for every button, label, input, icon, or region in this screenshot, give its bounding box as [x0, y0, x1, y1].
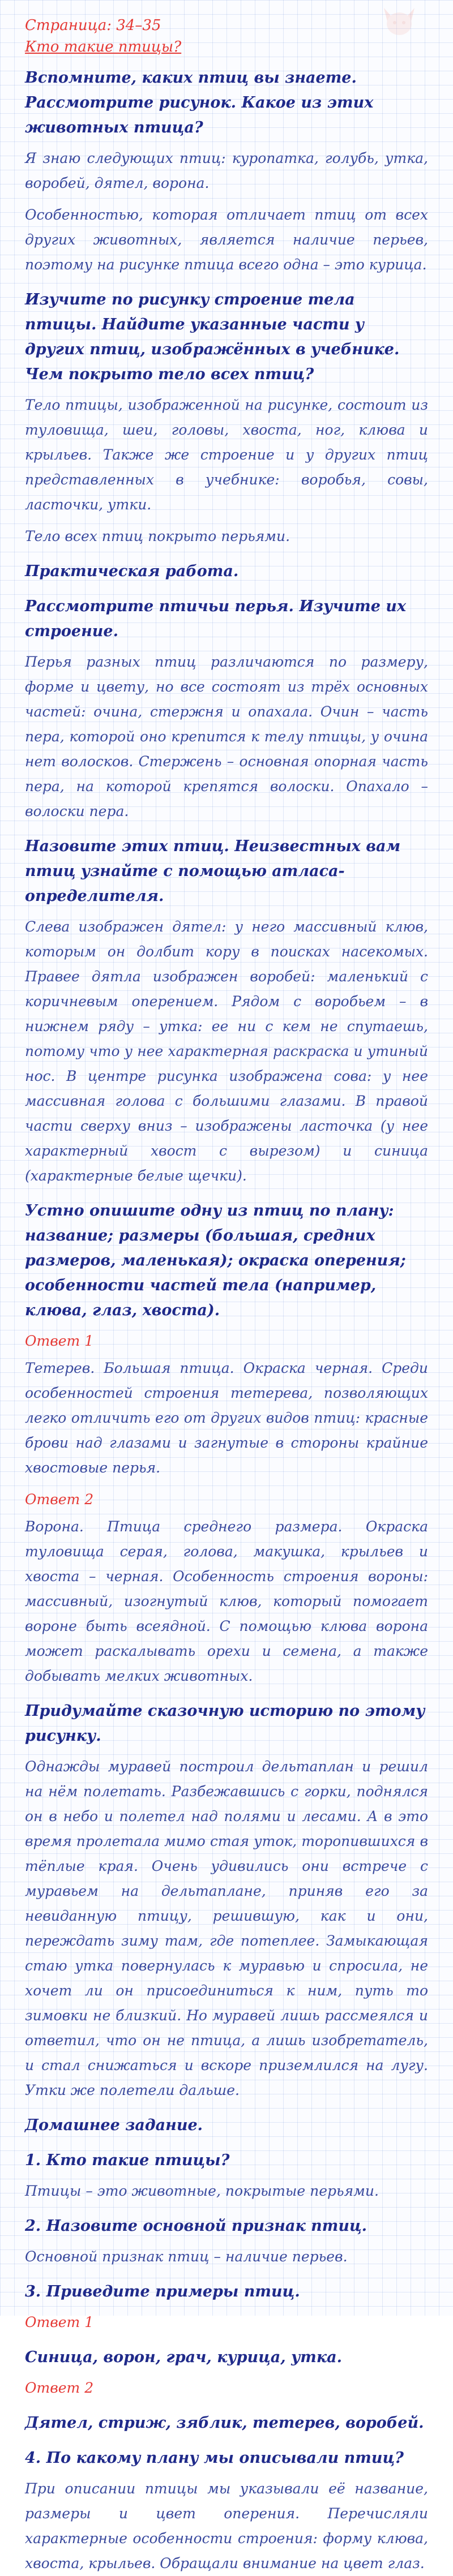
task-text: Назовите этих птиц. Неизвестных вам птиц узнайте с помощью атласа-определителя. — [25, 838, 401, 905]
task-text: Изучите по рисунку строение тела птицы. Найдите указанные части у других птиц, изображённых в учебнике. Чем покрыто тело всех птиц? — [25, 291, 400, 383]
page-number: Страница: 34–35 — [25, 17, 161, 34]
lesson-topic: Кто такие птицы? — [25, 38, 182, 55]
answer-text: Я знаю следующих птиц: куропатка, голубь, утка, воробей, дятел, ворона. — [25, 150, 428, 191]
answer-label: Ответ 1 — [25, 1333, 94, 1349]
fox-logo-icon — [379, 5, 419, 38]
task-text: Вспомните, каких птиц вы знаете. Рассмотрите рисунок. Какое из этих животных птица? — [25, 69, 374, 136]
answer-text: Однажды муравей построил дельтаплан и решил на нём полетать. Разбежавшись с горки, поднялся он в небо и полетел над полями и лесами. А в это время пролетала мимо стая уток, торопившихся в тёплые края. Очень удивились они встрече с муравьем на дельтаплане, приняв его за невиданную птицу, решившую, как и они, переждать зиму там, где потеплее. Замыкающая стаю утка повернулась к муравью и спросила, не хочет ли он присоединиться к ним, путь то зимовки не близкий. Но муравей лишь рассмеялся и ответил, что он не птица, а лишь изобретатель, и стал снижаться и вскоре приземлился на лугу. Утки же полетели дальше. — [25, 1758, 428, 2098]
answer-text: Птицы – это животные, покрытые перьями. — [25, 2183, 379, 2199]
answer-label: Ответ 1 — [25, 2314, 94, 2330]
answer-text: Основной признак птиц – наличие перьев. — [25, 2248, 348, 2265]
task-text: Рассмотрите птичьи перья. Изучите их строение. — [25, 598, 407, 640]
task-text: 4. По какому плану мы описывали птиц? — [25, 2449, 404, 2467]
task-text: Дятел, стриж, зяблик, тетерев, воробей. — [25, 2414, 424, 2432]
answer-text: Особенностью, которая отличает птиц от всех других животных, является наличие перьев, поэтому на рисунке птица всего одна – это курица. — [25, 207, 428, 273]
task-text: Придумайте сказочную историю по этому рисунку. — [25, 1702, 425, 1745]
task-text: 1. Кто такие птицы? — [25, 2152, 230, 2169]
answer-text: Слева изображен дятел: у него массивный клюв, которым он долбит кору в поисках насекомых. Правее дятла изображен воробей: маленький с коричневым оперением. Рядом с воробьем – в нижнем ряду – утка: ее ни с кем не спутаешь, потому что у нее характерная раскраска и утиный нос. В центре рисунка изображена сова: у нее массивная голова с большими глазами. В правой части сверху вниз – изображены ласточка (у нее характерный хвост с вырезом) и синица (характерные белые щечки). — [25, 918, 428, 1184]
answer-text: Ворона. Птица среднего размера. Окраска туловища серая, голова, макушка, крыльев и хвоста – черная. Особенность строения вороны: массивный, изогнутый клюв, который помогает вороне быть всеядной. С помощью клюва ворона может раскалывать орехи и семена, а также добывать мелких животных. — [25, 1518, 428, 1684]
answer-label: Ответ 2 — [25, 2380, 94, 2396]
task-text: Синица, ворон, грач, курица, утка. — [25, 2349, 342, 2366]
content — [25, 66, 428, 2576]
answer-text: При описании птицы мы указывали её название, размеры и цвет оперения. Перечисляли характерные особенности строения: форму клюва, хвоста, крыльев. Обращали внимание на цвет глаз. — [25, 2480, 428, 2571]
answer-text: Перья разных птиц различаются по размеру, форме и цвету, но все состоят из трёх основных частей: очина, стержня и опахала. Очин – часть пера, которой оно крепится к телу птицы, у очина нет волосков. Стержень – основная опорная часть пера, на которой крепятся волоски. Опахало – волоски пера. — [25, 654, 428, 819]
task-text: Практическая работа. — [25, 563, 239, 580]
task-text: Домашнее задание. — [25, 2116, 203, 2134]
answer-label: Ответ 2 — [25, 1491, 94, 1508]
task-text: 3. Приведите примеры птиц. — [25, 2283, 300, 2300]
task-text: 2. Назовите основной признак птиц. — [25, 2217, 367, 2235]
answer-text: Тело птицы, изображенной на рисунке, состоит из туловища, шеи, головы, хвоста, ног, клюва и крыльев. Также же строение и у других птиц представленных в учебнике: воробья, совы, ласточки, утки. — [25, 397, 428, 513]
answer-text: Тетерев. Большая птица. Окраска черная. Среди особенностей строения тетерева, позволяющих легко отличить его от других видов птиц: красные брови над глазами и загнутые в стороны крайние хвостовые перья. — [25, 1360, 428, 1476]
answer-text: Тело всех птиц покрыто перьями. — [25, 528, 290, 544]
task-text: Устно опишите одну из птиц по плану: название; размеры (большая, средних размеров, маленькая); окраска оперения; особенности частей тела (например, клюва, глаз, хвоста). — [25, 1202, 406, 1319]
